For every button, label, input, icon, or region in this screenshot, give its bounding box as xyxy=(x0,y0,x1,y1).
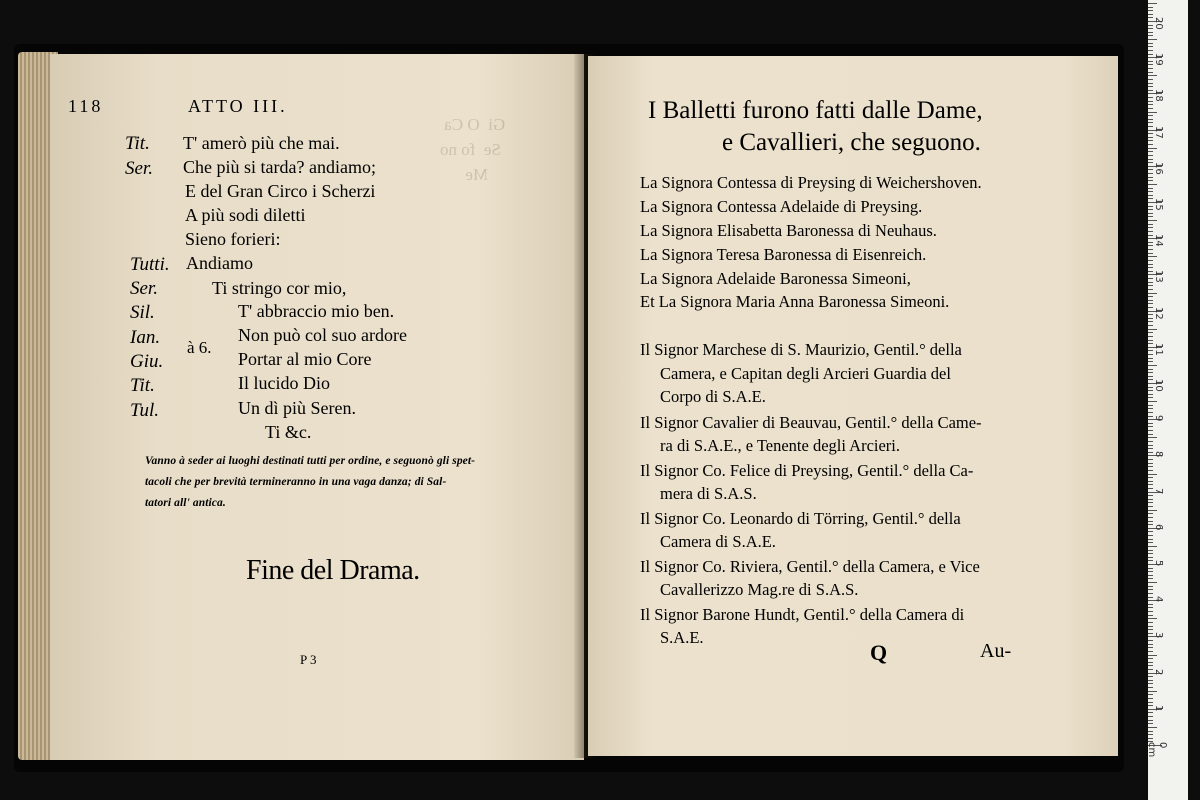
verse-6: Ti stringo cor mio, xyxy=(212,278,347,298)
ruler-tick xyxy=(1148,321,1153,322)
cavalier-line-7: Il Signor Co. Leonardo di Törring, Gentil.° della xyxy=(640,509,961,528)
ruler-tick xyxy=(1148,188,1153,189)
ruler-tick xyxy=(1148,3,1157,4)
ruler-tick xyxy=(1148,50,1153,51)
ruler-tick xyxy=(1148,224,1153,225)
cavalier-line-4: ra di S.A.E., e Tenente degli Arcieri. xyxy=(660,436,901,455)
measuring-ruler xyxy=(1148,0,1188,800)
speaker-7: Sil. xyxy=(130,302,155,323)
ruler-tick xyxy=(1148,122,1153,123)
ruler-tick xyxy=(1148,463,1153,464)
ruler-label: 20 xyxy=(1153,17,1164,30)
dame-5: Et La Signora Maria Anna Baronessa Simeoni. xyxy=(640,292,950,311)
ruler-tick xyxy=(1148,144,1153,145)
speaker-0: Tit. xyxy=(125,133,150,154)
ruler-label: 3 xyxy=(1153,632,1164,639)
ruler-tick xyxy=(1148,644,1153,645)
ruler-tick xyxy=(1148,112,1157,113)
ruler-tick xyxy=(1148,723,1153,724)
ruler-tick xyxy=(1148,510,1157,511)
ruler-tick xyxy=(1148,216,1153,217)
ruler-tick xyxy=(1148,622,1153,623)
verse-1: Che più si tarda? andiamo; xyxy=(183,157,376,177)
dame-1: La Signora Contessa Adelaide di Preysing. xyxy=(640,197,923,216)
speaker-10: Tit. xyxy=(130,375,155,396)
dame-2: La Signora Elisabetta Baronessa di Neuhaus. xyxy=(640,221,937,240)
ruler-tick xyxy=(1148,369,1153,370)
verse-5: Andiamo xyxy=(186,253,253,273)
ruler-tick xyxy=(1148,535,1153,536)
ruler-tick xyxy=(1148,474,1157,475)
ruler-tick xyxy=(1148,626,1153,627)
ruler-tick xyxy=(1148,14,1153,15)
cavalier-line-11: Il Signor Barone Hundt, Gentil.° della Camera di xyxy=(640,605,965,624)
ruler-tick xyxy=(1148,285,1153,286)
ruler-tick xyxy=(1148,195,1153,196)
ruler-tick xyxy=(1148,260,1153,261)
verse-8: Non può col suo ardore xyxy=(238,325,407,345)
ruler-tick xyxy=(1148,665,1153,666)
ruler-tick xyxy=(1148,716,1153,717)
ruler-tick xyxy=(1148,441,1153,442)
ruler-label: 19 xyxy=(1153,53,1164,66)
ruler-tick xyxy=(1148,575,1153,576)
ruler-tick xyxy=(1148,231,1153,232)
ruler-label: 16 xyxy=(1153,161,1164,175)
ruler-tick xyxy=(1148,477,1153,478)
ruler-tick xyxy=(1148,521,1153,522)
ruler-tick xyxy=(1148,578,1153,579)
verse-0: T' amerò più che mai. xyxy=(183,133,340,153)
ruler-tick xyxy=(1148,506,1153,507)
signature-mark-left: P 3 xyxy=(300,652,317,667)
ruler-tick xyxy=(1148,542,1153,543)
dame-3: La Signora Teresa Baronessa di Eisenreich. xyxy=(640,245,927,264)
ruler-tick xyxy=(1148,586,1153,587)
ruler-tick xyxy=(1148,7,1153,8)
verse-4: Sieno forieri: xyxy=(185,229,281,249)
ruler-tick xyxy=(1148,159,1153,160)
ruler-label: 9 xyxy=(1153,415,1164,422)
ruler-tick xyxy=(1148,676,1153,677)
ruler-tick xyxy=(1148,332,1153,333)
ruler-tick xyxy=(1148,727,1157,728)
show-through-left: Gi O Ca Se fo no Me xyxy=(440,115,506,184)
ruler-tick xyxy=(1148,340,1153,341)
ruler-tick xyxy=(1148,604,1153,605)
ruler-label: 5 xyxy=(1153,560,1164,567)
ruler-tick xyxy=(1148,658,1153,659)
stage-line-2: tatori all' antica. xyxy=(145,497,226,509)
ruler-tick xyxy=(1148,683,1153,684)
ruler-tick xyxy=(1148,104,1153,105)
ruler-tick xyxy=(1148,437,1157,438)
cavalier-line-9: Il Signor Co. Riviera, Gentil.° della Camera, e Vice xyxy=(640,557,980,576)
ruler-tick xyxy=(1148,655,1157,656)
ruler-tick xyxy=(1148,148,1157,149)
ruler-tick xyxy=(1148,296,1153,297)
ruler-tick xyxy=(1148,546,1157,547)
ruler-tick xyxy=(1148,184,1157,185)
ruler-tick xyxy=(1148,593,1153,594)
verse-10: Il lucido Dio xyxy=(238,373,330,393)
cavalier-line-2: Corpo di S.A.E. xyxy=(660,387,766,406)
ruler-tick xyxy=(1148,264,1153,265)
fine-del-drama: Fine del Drama. xyxy=(246,555,420,586)
verse-3: A più sodi diletti xyxy=(185,205,306,225)
ruler-label: 4 xyxy=(1153,596,1164,603)
cavalier-line-10: Cavallerizzo Mag.re di S.A.S. xyxy=(660,580,859,599)
verse-2: E del Gran Circo i Scherzi xyxy=(185,181,376,201)
ballet-title-line-1: I Balletti furono fatti dalle Dame, xyxy=(648,97,983,124)
ruler-tick xyxy=(1148,191,1153,192)
ruler-tick xyxy=(1148,151,1153,152)
ruler-tick xyxy=(1148,734,1153,735)
verse-9: Portar al mio Core xyxy=(238,349,372,369)
verse-11: Un dì più Seren. xyxy=(238,398,356,418)
ruler-tick xyxy=(1148,513,1153,514)
ruler-tick xyxy=(1148,495,1153,496)
verse-12: Ti &c. xyxy=(265,422,312,442)
ruler-tick xyxy=(1148,651,1153,652)
stage-line-1: tacoli che per brevità termineranno in una vaga danza; di Sal- xyxy=(145,476,447,488)
ruler-tick xyxy=(1148,253,1153,254)
act-heading: ATTO III. xyxy=(188,96,288,116)
cavalier-line-6: mera di S.A.S. xyxy=(660,484,757,503)
cavalier-line-1: Camera, e Capitan degli Arcieri Guardia del xyxy=(660,364,951,383)
ruler-tick xyxy=(1148,502,1153,503)
ruler-tick xyxy=(1148,177,1153,178)
ruler-tick xyxy=(1148,68,1153,69)
ruler-tick xyxy=(1148,412,1153,413)
cavalier-line-3: Il Signor Cavalier di Beauvau, Gentil.° della Came- xyxy=(640,413,982,432)
stage-line-0: Vanno à seder ai luoghi destinati tutti per ordine, e seguonò gli spet- xyxy=(145,455,476,467)
ruler-label: 8 xyxy=(1153,451,1164,458)
ruler-tick xyxy=(1148,738,1153,739)
ruler-tick xyxy=(1148,79,1153,80)
dame-4: La Signora Adelaide Baronessa Simeoni, xyxy=(640,269,911,288)
ruler-tick xyxy=(1148,662,1153,663)
ruler-tick xyxy=(1148,615,1153,616)
cavalier-line-8: Camera di S.A.E. xyxy=(660,532,776,551)
ruler-tick xyxy=(1148,325,1153,326)
ruler-tick xyxy=(1148,618,1157,619)
ruler-label: 6 xyxy=(1153,523,1164,531)
ruler-tick xyxy=(1148,83,1153,84)
ruler-tick xyxy=(1148,180,1153,181)
ruler-tick xyxy=(1148,329,1157,330)
ruler-tick xyxy=(1148,394,1153,395)
ruler-label: 18 xyxy=(1153,89,1164,103)
ruler-tick xyxy=(1148,434,1153,435)
page-number: 118 xyxy=(68,96,104,116)
ruler-tick xyxy=(1148,289,1153,290)
ruler-tick xyxy=(1148,303,1153,304)
ruler-tick xyxy=(1148,227,1153,228)
ruler-tick xyxy=(1148,43,1153,44)
ruler-tick xyxy=(1148,358,1153,359)
ruler-tick xyxy=(1148,611,1153,612)
speaker-6: Ser. xyxy=(130,278,158,299)
ruler-tick xyxy=(1148,531,1153,532)
ruler-tick xyxy=(1148,698,1153,699)
ruler-tick xyxy=(1148,397,1153,398)
ruler-tick xyxy=(1148,32,1153,33)
ruler-tick xyxy=(1148,539,1153,540)
ruler-label: 11 xyxy=(1153,342,1164,356)
ruler-tick xyxy=(1148,484,1153,485)
ruler-tick xyxy=(1148,256,1157,257)
ruler-tick xyxy=(1148,691,1157,692)
ruler-label: 17 xyxy=(1153,125,1164,139)
ruler-label: 12 xyxy=(1153,306,1164,320)
cavalier-line-5: Il Signor Co. Felice di Preysing, Gentil.° della Ca- xyxy=(640,461,974,480)
ruler-tick xyxy=(1148,408,1153,409)
ruler-tick xyxy=(1148,466,1153,467)
ruler-tick xyxy=(1148,423,1153,424)
ruler-tick xyxy=(1148,607,1153,608)
ruler-tick xyxy=(1148,361,1153,362)
ruler-label: 1 xyxy=(1153,704,1164,712)
ruler-tick xyxy=(1148,459,1153,460)
ruler-tick xyxy=(1148,426,1153,427)
cavalier-line-12: S.A.E. xyxy=(660,628,704,647)
signature-mark-right: Q xyxy=(870,640,888,665)
ruler-tick xyxy=(1148,46,1153,47)
ruler-tick xyxy=(1148,35,1153,36)
ruler-tick xyxy=(1148,140,1153,141)
cavalier-line-0: Il Signor Marchese di S. Maurizio, Gentil.° della xyxy=(640,340,962,359)
ruler-tick xyxy=(1148,75,1157,76)
speaker-11: Tul. xyxy=(130,400,160,421)
ruler-label: 13 xyxy=(1153,270,1164,284)
ruler-tick xyxy=(1148,568,1153,569)
ruler-label: 2 xyxy=(1153,668,1164,675)
ruler-tick xyxy=(1148,119,1153,120)
speaker-1: Ser. xyxy=(125,158,153,179)
ruler-tick xyxy=(1148,557,1153,558)
ruler-tick xyxy=(1148,372,1153,373)
ruler-tick xyxy=(1148,115,1153,116)
ruler-tick xyxy=(1148,267,1153,268)
speaker-9: Giu. xyxy=(130,351,164,372)
ruler-label: 10 xyxy=(1153,379,1164,392)
ruler-tick xyxy=(1148,448,1153,449)
speaker-5: Tutti. xyxy=(130,254,170,275)
ruler-tick xyxy=(1148,445,1153,446)
ruler-tick xyxy=(1148,72,1153,73)
speaker-8: Ian. xyxy=(130,327,161,348)
ruler-tick xyxy=(1148,86,1153,87)
ruler-tick xyxy=(1148,550,1153,551)
ruler-tick xyxy=(1148,647,1153,648)
ruler-tick xyxy=(1148,220,1157,221)
ruler-unit: 0 cm xyxy=(1146,742,1168,758)
verse-7: T' abbraccio mio ben. xyxy=(238,301,395,321)
ruler-tick xyxy=(1148,571,1153,572)
ruler-label: 7 xyxy=(1153,487,1164,494)
ruler-tick xyxy=(1148,293,1157,294)
ruler-tick xyxy=(1148,300,1153,301)
ruler-tick xyxy=(1148,365,1157,366)
ruler-tick xyxy=(1148,108,1153,109)
ruler-tick xyxy=(1148,582,1157,583)
ruler-tick xyxy=(1148,10,1153,11)
catchword: Au- xyxy=(980,640,1012,662)
ruler-tick xyxy=(1148,589,1153,590)
ruler-tick xyxy=(1148,712,1153,713)
ruler-label: 14 xyxy=(1153,234,1164,247)
dame-0: La Signora Contessa di Preysing di Weichershoven. xyxy=(640,173,982,192)
ballet-title-line-2: e Cavallieri, che seguono. xyxy=(722,129,981,156)
ruler-tick xyxy=(1148,680,1153,681)
ruler-tick xyxy=(1148,430,1153,431)
ruler-tick xyxy=(1148,405,1153,406)
ruler-tick xyxy=(1148,629,1153,630)
ruler-tick xyxy=(1148,481,1153,482)
ruler-tick xyxy=(1148,39,1157,40)
ruler-label: 15 xyxy=(1153,198,1164,211)
ruler-tick xyxy=(1148,155,1153,156)
a-sei-marker: à 6. xyxy=(187,338,212,357)
ruler-tick xyxy=(1148,249,1153,250)
ruler-tick xyxy=(1148,731,1153,732)
ruler-tick xyxy=(1148,213,1153,214)
ruler-tick xyxy=(1148,470,1153,471)
ruler-tick xyxy=(1148,720,1153,721)
ruler-tick xyxy=(1148,401,1157,402)
ruler-tick xyxy=(1148,640,1153,641)
ruler-tick xyxy=(1148,499,1153,500)
ruler-tick xyxy=(1148,687,1153,688)
ruler-tick xyxy=(1148,336,1153,337)
ruler-tick xyxy=(1148,553,1153,554)
ruler-tick xyxy=(1148,694,1153,695)
ruler-tick xyxy=(1148,517,1153,518)
ruler-tick xyxy=(1148,376,1153,377)
ruler-tick xyxy=(1148,702,1153,703)
